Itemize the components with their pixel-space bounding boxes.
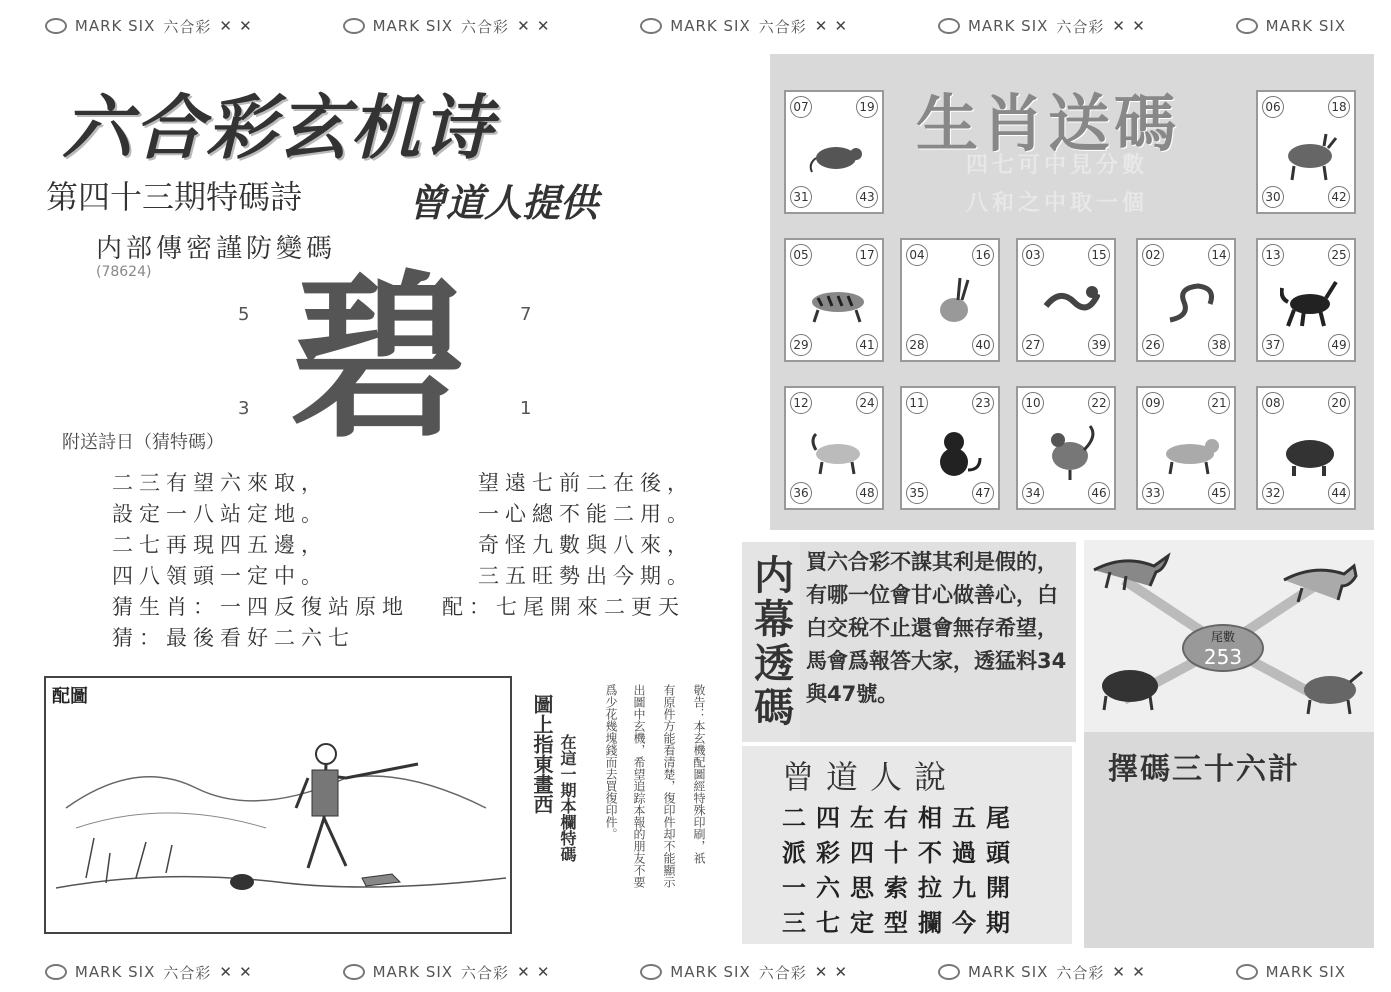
zodiac-number: 30 [1262,186,1284,208]
banner-cross-mark: ✕ ✕ [517,17,551,35]
zodiac-number: 16 [972,244,994,266]
zodiac-number: 14 [1208,244,1230,266]
mark-six-logo-icon [343,964,365,980]
inside-info-text: 買六合彩不謀其利是假的，有哪一位會甘心做善心，白白交稅不止還會無存希望，馬會爲報答大家，透猛料34與47號。 [806,550,1067,706]
zodiac-card-rabbit [900,238,1000,362]
banner-cross-mark: ✕ ✕ [1112,17,1146,35]
poem-line: 一心總不能二用。 [478,502,694,526]
sayings-title: 曾道人說 [782,758,959,796]
banner-unit [1236,17,1346,35]
illustration-label: 配圖 [52,686,88,707]
poem-line: 猜：最後看好二六七 [112,626,355,650]
zodiac-number: 04 [906,244,928,266]
zodiac-number: 32 [1262,482,1284,504]
mark-six-logo-icon [1236,18,1258,34]
zodiac-number: 34 [1022,482,1044,504]
banner-brand: MARK SIX [967,963,1049,981]
zodiac-card-rat [784,90,884,214]
zodiac-card-dragon [1016,238,1116,362]
banner-unit [45,16,253,37]
mark-six-logo-icon [938,964,960,980]
zodiac-card-ox [1256,90,1356,214]
top-banner-strip [0,6,1391,46]
zodiac-number: 38 [1208,334,1230,356]
zodiac-number: 20 [1328,392,1350,414]
banner-unit [938,16,1146,37]
banner-brand: MARK SIX [967,17,1049,35]
banner-brand: MARK SIX [1265,17,1347,35]
notice-line: 出圖中玄機，希望追踪本報的朋友不要 [632,684,646,888]
zodiac-number: 23 [972,392,994,414]
zodiac-number: 13 [1262,244,1284,266]
zodiac-number: 10 [1022,392,1044,414]
zodiac-number: 48 [856,482,878,504]
mark-six-logo-icon [640,964,662,980]
zodiac-number: 08 [1262,392,1284,414]
saying-line: 一六思索拉九開 [782,873,1020,902]
zodiac-number: 31 [790,186,812,208]
sayings-lines [782,800,1020,940]
zodiac-number: 40 [972,334,994,356]
pointing-man-illustration [46,678,512,934]
corner-number-top-left: 5 [238,304,250,325]
banner-cross-mark: ✕ ✕ [1112,963,1146,981]
zodiac-number: 06 [1262,96,1284,118]
zodiac-number: 28 [906,334,928,356]
zodiac-number: 03 [1022,244,1044,266]
zodiac-card-tiger [784,238,884,362]
banner-name: 六合彩 [1056,17,1105,36]
zodiac-number: 09 [1142,392,1164,414]
zodiac-number: 29 [790,334,812,356]
zodiac-number: 45 [1208,482,1230,504]
banner-cross-mark: ✕ ✕ [219,17,253,35]
banner-unit [640,16,848,37]
zodiac-number: 41 [856,334,878,356]
zodiac-card-horse [1256,238,1356,362]
tail-number-value: 253 [1203,644,1243,669]
banner-brand: MARK SIX [74,963,156,981]
zodiac-number: 33 [1142,482,1164,504]
poem-left-column [112,468,409,654]
zodiac-number: 35 [906,482,928,504]
poem-line: 配：七尾開來二更天 [442,595,685,619]
poem-line: 設定一八站定地。 [112,502,328,526]
internal-code-heading: 内部傳密謹防變碼 [96,234,337,264]
zodiac-faint-line: 四七可中見分數 [966,153,1149,178]
bottom-banner-strip [0,952,1391,992]
zodiac-card-goat [784,386,884,510]
corner-number-top-right: 7 [520,304,532,325]
issue-title: 第四十三期特碼詩 [46,178,303,216]
banner-name: 六合彩 [163,963,212,982]
zodiac-number: 17 [856,244,878,266]
poem-line: 猜生肖：一四反復站原地 [112,595,409,619]
zodiac-number: 46 [1088,482,1110,504]
zodiac-number: 24 [856,392,878,414]
mark-six-logo-icon [640,18,662,34]
zodiac-number: 11 [906,392,928,414]
notice-line: 有原件方能看清楚，復印件却不能顯示 [662,684,676,888]
zodiac-number: 05 [790,244,812,266]
zodiac-number: 44 [1328,482,1350,504]
mark-six-logo-icon [45,18,67,34]
poem-line: 三五旺勢出今期。 [478,564,694,588]
banner-brand: MARK SIX [372,17,454,35]
zodiac-number: 02 [1142,244,1164,266]
mark-six-logo-icon [45,964,67,980]
zodiac-number: 18 [1328,96,1350,118]
zodiac-title: 生肖送碼 [916,87,1181,160]
zodiac-number: 47 [972,482,994,504]
zodiac-number: 43 [856,186,878,208]
banner-brand: MARK SIX [1265,963,1347,981]
provider-label: 曾道人提供 [408,181,599,225]
strategy-title: 擇碼三十六計 [1108,752,1300,787]
inside-info-label: 内幕透碼 [742,542,800,742]
banner-name: 六合彩 [758,17,807,36]
notice-line: 爲少花幾塊錢而去買復印件。 [604,684,618,840]
zodiac-number: 39 [1088,334,1110,356]
poem-line: 四八領頭一定中。 [112,564,328,588]
banner-brand: MARK SIX [74,17,156,35]
saying-line: 派彩四十不過頭 [782,838,1020,867]
banner-unit [343,16,551,37]
banner-cross-mark: ✕ ✕ [219,963,253,981]
zodiac-number: 49 [1328,334,1350,356]
reference-code: (78624) [96,264,152,280]
zodiac-number: 22 [1088,392,1110,414]
mark-six-logo-icon [1236,964,1258,980]
banner-brand: MARK SIX [670,17,751,35]
zodiac-card-dog [1136,386,1236,510]
banner-brand: MARK SIX [372,963,454,981]
illustration-hint: 圖上指東畫西 [530,694,554,814]
zodiac-number: 37 [1262,334,1284,356]
tail-number-label: 尾數 [1210,629,1235,644]
zodiac-number: 42 [1328,186,1350,208]
banner-name: 六合彩 [1056,963,1105,982]
zodiac-number: 26 [1142,334,1164,356]
notice-line: 敬告：本玄機配圖經特殊印刷，祇 [692,684,706,864]
poem-line: 二七再現四五邊， [112,533,328,557]
zodiac-number: 36 [790,482,812,504]
banner-unit [1236,963,1346,981]
zodiac-number: 12 [790,392,812,414]
poem-right-column [442,468,694,623]
zodiac-number: 19 [856,96,878,118]
zodiac-card-snake [1136,238,1236,362]
zodiac-number: 27 [1022,334,1044,356]
poem-line: 二三有望六來取， [112,471,328,495]
zodiac-card-monkey [900,386,1000,510]
banner-unit [938,962,1146,983]
banner-unit [45,962,253,983]
corner-number-bottom-left: 3 [238,398,250,419]
poem-line: 望遠七前二在後， [478,471,694,495]
mark-six-logo-icon [938,18,960,34]
banner-brand: MARK SIX [670,963,751,981]
zodiac-number: 07 [790,96,812,118]
attached-poem-heading: 附送詩日（猜特碼） [62,432,224,453]
zodiac-card-pig [1256,386,1356,510]
saying-line: 二四左右相五尾 [782,803,1020,832]
zodiac-card-rooster [1016,386,1116,510]
featured-character: 碧 [290,255,468,462]
banner-cross-mark: ✕ ✕ [814,17,849,35]
poem-line: 奇怪九數與八來， [478,533,694,557]
banner-unit [640,962,848,983]
zodiac-number: 15 [1088,244,1110,266]
saying-line: 三七定型攔今期 [782,908,1020,937]
banner-unit [343,962,551,983]
zodiac-number: 25 [1328,244,1350,266]
mark-six-logo-icon [343,18,365,34]
tail-number-badge [1182,624,1264,672]
special-code-hint: 在這一期本欄特碼 [558,734,577,862]
banner-name: 六合彩 [758,963,807,982]
illustration-box [44,676,512,934]
banner-cross-mark: ✕ ✕ [517,963,551,981]
corner-number-bottom-right: 1 [520,398,532,419]
banner-name: 六合彩 [461,17,510,36]
banner-cross-mark: ✕ ✕ [814,963,849,981]
zodiac-faint-line: 八和之中取一個 [966,191,1149,216]
banner-name: 六合彩 [461,963,510,982]
zodiac-number: 21 [1208,392,1230,414]
banner-name: 六合彩 [163,17,212,36]
page-title: 六合彩玄机诗 [62,87,494,169]
